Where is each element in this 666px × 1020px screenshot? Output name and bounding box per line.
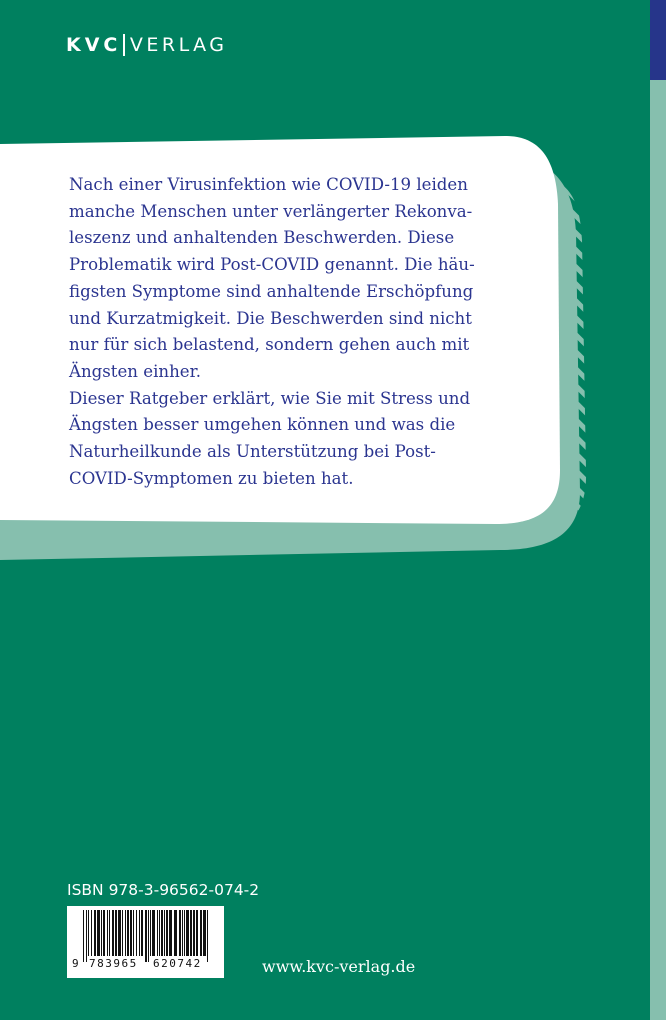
barcode-first-digit: 9 — [72, 957, 79, 970]
barcode-bar — [193, 910, 195, 956]
barcode-bar — [161, 910, 163, 956]
barcode-bar — [182, 910, 183, 956]
publisher-website: www.kvc-verlag.de — [262, 957, 416, 976]
barcode-bar — [91, 910, 92, 956]
isbn-label: ISBN 978-3-96562-074-2 — [67, 881, 260, 899]
barcode-bar — [174, 910, 177, 956]
barcode-bar — [190, 910, 192, 956]
barcode-bar — [169, 910, 172, 956]
barcode-bar — [203, 910, 206, 956]
barcode-bar — [107, 910, 108, 956]
barcode-bar — [125, 910, 126, 956]
barcode-digits — [67, 957, 224, 975]
barcode-bar — [179, 910, 181, 956]
barcode-bar — [184, 910, 185, 956]
barcode-right-group: 620742 — [153, 957, 202, 970]
logo-verlag: VERLAG — [129, 34, 228, 56]
barcode-bar — [103, 910, 105, 956]
barcode-bar — [118, 910, 121, 956]
barcode-bar — [133, 910, 134, 956]
blurb-paragraph-1: Nach einer Virusinfektion wie COVID-19 leiden manche Menschen unter verlängerter Rekonva- leszenz und anhaltenden Beschwerden. Diese Problematik wird Post-COVID genannt. Die häu- figsten Symptome sind anhaltende Erschöpfung und Kurzatmigkeit. Die Beschwerden sind nicht nur für sich belastend, sondern gehen auch mit Ängsten einher. — [69, 175, 475, 381]
barcode — [67, 906, 224, 978]
barcode-bar — [83, 910, 84, 962]
barcode-bar — [159, 910, 160, 956]
barcode-bar — [207, 910, 208, 962]
barcode-bar — [139, 910, 140, 956]
logo-kvc: KVC — [66, 34, 122, 56]
barcode-bar — [136, 910, 137, 956]
barcode-bar — [145, 910, 147, 962]
barcode-bar — [166, 910, 168, 956]
barcode-bar — [88, 910, 89, 956]
barcode-bar — [150, 910, 151, 956]
barcode-bar — [127, 910, 129, 956]
blurb-text — [69, 172, 499, 492]
barcode-bar — [122, 910, 123, 956]
barcode-bar — [200, 910, 202, 956]
barcode-bar — [115, 910, 117, 956]
barcode-bar — [141, 910, 143, 956]
barcode-bar — [148, 910, 149, 962]
barcode-bar — [164, 910, 165, 956]
barcode-bar — [196, 910, 198, 956]
blurb-paragraph-2: Dieser Ratgeber erklärt, wie Sie mit Stress und Ängsten besser umgehen können und was die Naturheilkunde als Unterstützung bei Post- COVID-Symptomen zu bieten hat. — [69, 388, 471, 488]
barcode-bar — [94, 910, 96, 956]
barcode-bar — [86, 910, 87, 962]
barcode-bar — [152, 910, 155, 956]
barcode-bar — [97, 910, 100, 956]
barcode-bar — [130, 910, 132, 956]
barcode-bar — [109, 910, 110, 956]
barcode-bar — [186, 910, 189, 956]
barcode-bar — [157, 910, 158, 956]
barcode-left-group: 783965 — [89, 957, 138, 970]
barcode-bar — [101, 910, 102, 956]
barcode-bar — [112, 910, 114, 956]
